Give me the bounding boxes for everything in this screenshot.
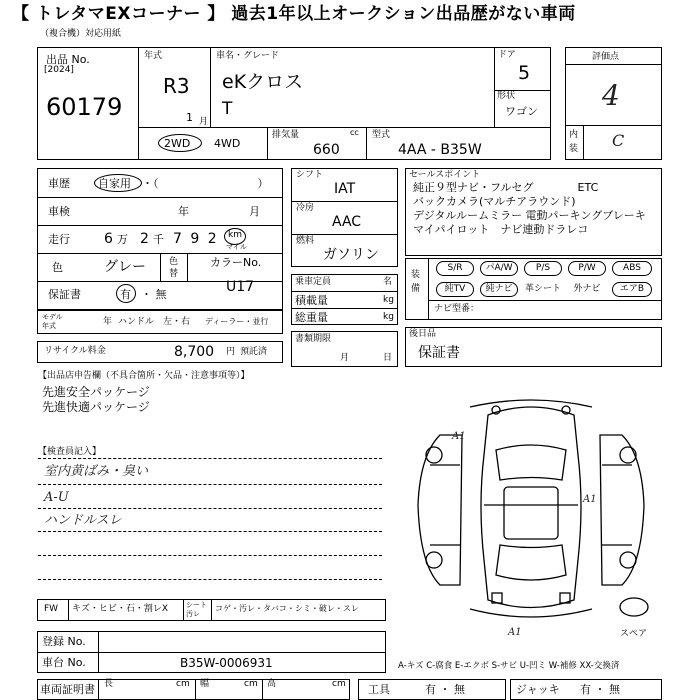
sales-point-line: バックカメラ(マルチアラウンド) <box>413 195 576 208</box>
equip-ext-navi: 外ナビ <box>573 284 601 294</box>
model-info-label: モデル年式 <box>42 313 63 330</box>
fw-value: キズ・ヒビ・石・割レX <box>72 604 168 614</box>
mileage-sen-unit: 千 <box>153 233 164 246</box>
history-value: 自家用 <box>98 177 131 190</box>
inspection-label: 車検 <box>48 205 70 218</box>
equip-pw: P/W <box>568 261 606 276</box>
capacity-label: 乗車定員 <box>295 277 332 287</box>
fuel-value: ガソリン <box>323 247 379 263</box>
tools-label: 工具 <box>368 683 390 696</box>
load-label: 積載量 <box>295 294 328 307</box>
seat-value: コゲ・汚レ・タバコ・シミ・破レ・スレ <box>215 604 359 613</box>
form-subtitle: （複合機）対応用紙 <box>40 29 122 39</box>
equip-aw: パA/W <box>480 261 518 276</box>
interior-value: C <box>612 131 625 150</box>
history-label: 車歴 <box>48 177 70 190</box>
mileage-sen: 2 <box>140 231 149 247</box>
cert-label: 車両証明書 <box>40 683 95 696</box>
lot-number: 60179 <box>46 93 123 121</box>
displacement-value: 660 <box>313 142 340 158</box>
mileage-digits: 7 9 2 <box>173 231 219 247</box>
sales-point-line: マイパイロット ナビ連動ドラレコ <box>413 223 589 236</box>
car-grade: T <box>222 99 233 119</box>
drive-2wd: 2WD <box>164 137 191 150</box>
inspector-label: 【検査員記入】 <box>38 447 102 457</box>
month-unit: 月 <box>199 117 209 127</box>
damage-mark: A1 <box>583 494 597 505</box>
registration-label: 登録 No. <box>42 635 86 648</box>
damage-legend: A-キズ C-腐食 E-エクボ S-サビ U-凹ミ W-補修 XX-交換済 <box>398 661 620 671</box>
chassis-value: B35W-0006931 <box>180 656 273 670</box>
exhibitor-note-line: 先進安全パッケージ <box>42 385 150 399</box>
spare-label: スペア <box>620 629 648 639</box>
aircon-value: AAC <box>332 214 362 230</box>
inspector-note-line: 室内黄ばみ・臭い <box>44 464 149 479</box>
after-fit-value: 保証書 <box>418 345 460 361</box>
cert-unit: cm <box>332 679 346 689</box>
body-shape-value: ワゴン <box>505 105 538 118</box>
mileage-man-unit: 万 <box>117 233 128 246</box>
exhibitor-note-line: 先進快適パッケージ <box>42 400 150 414</box>
warranty-no: ・ 無 <box>141 288 167 301</box>
car-name: eKクロス <box>222 71 304 93</box>
model-info-year: 年 <box>103 317 113 327</box>
page-title: 【 トレタマEXコーナー 】 過去1年以上オークション出品歴がない車両 <box>12 4 576 24</box>
color-code-label: カラーNo. <box>210 256 262 269</box>
inspector-note-line: ハンドルスレ <box>44 513 122 528</box>
mileage-unit-mile: マイル <box>226 243 247 251</box>
recycle-unit: 円 <box>226 347 236 357</box>
fw-label: FW <box>44 604 59 614</box>
equip-sunroof: S/R <box>436 261 474 276</box>
warranty-label: 保証書 <box>48 288 81 301</box>
cert-unit: cm <box>176 679 190 689</box>
drive-4wd: 4WD <box>214 137 241 150</box>
inspection-month: 月 <box>249 205 260 218</box>
cert-height: 高 <box>267 679 277 689</box>
documents-day: 日 <box>383 353 393 363</box>
warranty-yes: 有 <box>120 288 131 301</box>
color-label: 色 <box>52 261 63 274</box>
sales-point-line: 純正９型ナビ・フルセグ ETC <box>413 181 599 194</box>
history-rest: ・（ ） <box>142 177 269 190</box>
inspection-year: 年 <box>178 205 189 218</box>
displacement-unit: cc <box>350 128 359 137</box>
shift-label: シフト <box>296 170 324 180</box>
jack-label: ジャッキ <box>516 683 560 696</box>
doors-label: ドア <box>498 50 516 60</box>
fuel-label: 燃料 <box>296 236 315 246</box>
model-year-era: R3 <box>163 74 190 98</box>
recycle-value: 8,700 <box>174 344 215 360</box>
equip-abs: ABS <box>612 261 652 276</box>
recycle-label: リサイクル料金 <box>44 346 106 356</box>
documents-month: 月 <box>340 353 350 363</box>
inspector-note-line: A-U <box>44 490 69 505</box>
sales-point-line: デジタルルームミラー 電動パーキングブレーキ <box>413 209 646 222</box>
exhibitor-notes-label: 【出品店申告欄（不具合箇所・欠品・注意事項等）】 <box>38 371 250 381</box>
documents-label: 書類期限 <box>295 334 332 344</box>
model-code-label: 型式 <box>372 130 391 140</box>
sales-points-label: セールスポイント <box>409 170 481 180</box>
mileage-man: 6 <box>104 231 113 247</box>
model-code-value: 4AA - B35W <box>398 142 482 158</box>
cert-width: 幅 <box>200 679 210 689</box>
jack-value: 有 ・ 無 <box>580 683 620 696</box>
mileage-unit-km: km <box>228 230 242 240</box>
color-value: グレー <box>104 259 146 275</box>
displacement-label: 排気量 <box>272 130 300 140</box>
model-info-dealer: ディーラー・並行 <box>205 317 269 326</box>
model-year-label: 年式 <box>144 51 163 61</box>
shift-value: IAT <box>334 181 356 197</box>
color-tone-label: 色替 <box>169 257 179 279</box>
gross-unit: kg <box>383 312 394 322</box>
recycle-note: 預託済 <box>240 347 268 357</box>
car-damage-diagram <box>400 395 662 630</box>
cert-length: 長 <box>104 679 114 689</box>
equip-leather: 革シート <box>525 284 562 294</box>
navi-model-label: ナビ型番： <box>434 304 480 314</box>
damage-mark: A1 <box>508 627 522 638</box>
score-value: 4 <box>602 79 620 112</box>
seat-label: シート汚レ <box>186 601 207 618</box>
model-year-month: 1 <box>186 111 193 124</box>
mileage-label: 走行 <box>48 233 70 246</box>
capacity-unit: 名 <box>383 277 393 287</box>
chassis-label: 車台 No. <box>42 656 86 669</box>
equip-airbag: エアB <box>612 282 652 297</box>
body-shape-label: 形状 <box>497 91 516 101</box>
damage-mark: A1 <box>452 431 466 442</box>
aircon-label: 冷房 <box>296 203 315 213</box>
tools-value: 有 ・ 無 <box>425 683 465 696</box>
model-info-handle: ハンドル 左・右 <box>118 317 191 327</box>
after-fit-label: 後日品 <box>409 329 437 339</box>
car-name-label: 車名・グレード <box>216 51 280 61</box>
lot-label: 出品 No. <box>46 53 90 66</box>
gross-label: 総重量 <box>295 311 328 324</box>
cert-unit: cm <box>244 679 258 689</box>
equip-navi: 純ナビ <box>480 282 518 297</box>
equip-tv: 純TV <box>436 282 474 297</box>
doors-value: 5 <box>518 62 531 84</box>
load-unit: kg <box>383 295 394 305</box>
equipment-label: 装備 <box>411 270 421 294</box>
color-code-value: U17 <box>226 279 255 295</box>
equip-ps: P/S <box>524 261 562 276</box>
lot-year-tag: [2024] <box>44 65 74 75</box>
score-label: 評価点 <box>592 52 620 62</box>
interior-label: 内装 <box>569 130 579 154</box>
